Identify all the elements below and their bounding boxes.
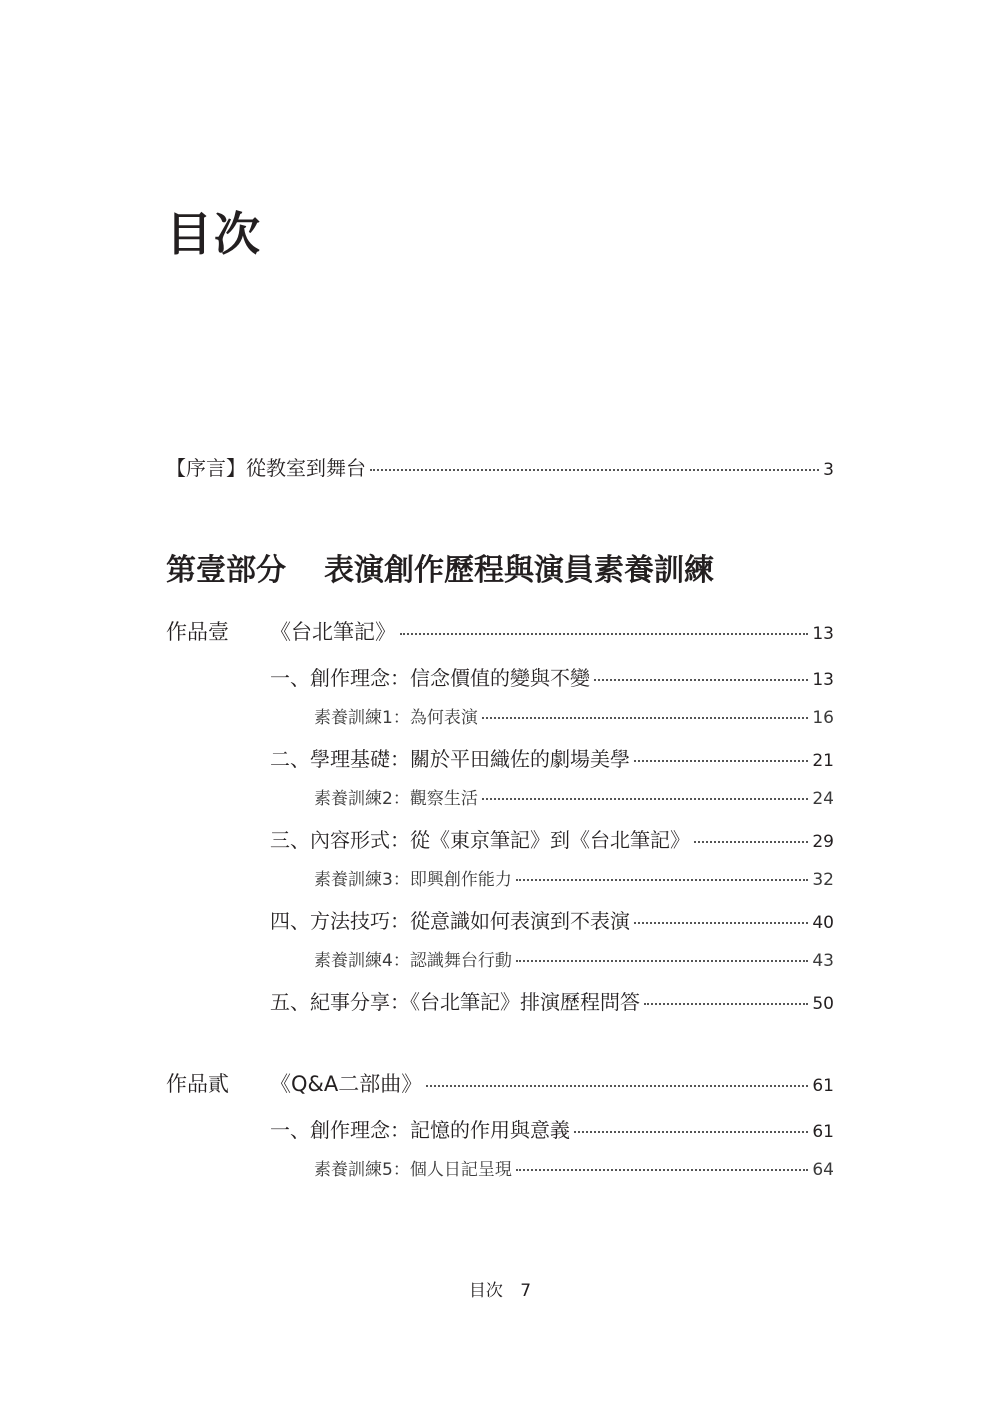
footer-label: 目次	[468, 1281, 503, 1301]
toc-entry-section[interactable]	[270, 986, 834, 1015]
page-number: 61	[812, 1122, 834, 1142]
section-title: 五、紀事分享：《台北筆記》排演歷程問答	[270, 990, 640, 1014]
training-title: 素養訓練1：為何表演	[314, 708, 478, 728]
work-label: 作品壹	[166, 620, 229, 644]
dot-leader	[482, 717, 809, 719]
dot-leader	[400, 633, 808, 635]
footer-page-number: 7	[520, 1281, 532, 1301]
toc-entry-section[interactable]	[270, 743, 834, 772]
page-number: 13	[812, 670, 834, 690]
dot-leader	[644, 1003, 808, 1005]
dot-leader	[594, 679, 808, 681]
section-title: 三、內容形式：從《東京筆記》到《台北筆記》	[270, 828, 690, 852]
page-number: 3	[823, 460, 834, 480]
part-number: 第壹部分	[166, 553, 286, 588]
toc-entry-section[interactable]	[270, 905, 834, 934]
dot-leader	[694, 841, 808, 843]
toc-entry-training[interactable]	[314, 865, 834, 890]
dot-leader	[516, 1169, 809, 1171]
dot-leader	[634, 922, 808, 924]
toc-entry-training[interactable]	[314, 703, 834, 728]
page-number: 21	[812, 751, 834, 771]
training-title: 素養訓練4：認識舞台行動	[314, 951, 512, 971]
toc-entry-section[interactable]	[270, 662, 834, 691]
page-number: 43	[812, 951, 834, 971]
training-title: 素養訓練2：觀察生活	[314, 789, 478, 809]
section-title: 二、學理基礎：關於平田織佐的劇場美學	[270, 747, 630, 771]
page-number: 61	[812, 1076, 834, 1096]
section-title: 一、創作理念：信念價值的變與不變	[270, 666, 590, 690]
page-number: 13	[812, 624, 834, 644]
section-title: 四、方法技巧：從意識如何表演到不表演	[270, 909, 630, 933]
training-title: 素養訓練5：個人日記呈現	[314, 1160, 512, 1180]
dot-leader	[634, 760, 808, 762]
work-title: 《台北筆記》	[270, 620, 396, 644]
toc-entry-training[interactable]	[314, 946, 834, 971]
work-title: 《Q&A二部曲》	[270, 1072, 423, 1096]
page-title: 目次	[166, 207, 262, 261]
page-number: 64	[812, 1160, 834, 1180]
page-number: 40	[812, 913, 834, 933]
toc-entry-section[interactable]	[270, 1114, 834, 1143]
page-number: 16	[812, 708, 834, 728]
dot-leader	[482, 798, 809, 800]
page-number: 50	[812, 994, 834, 1014]
toc-entry-work[interactable]	[270, 1068, 834, 1098]
toc-entry-section[interactable]	[270, 824, 834, 853]
dot-leader	[574, 1131, 808, 1133]
part-heading	[166, 545, 714, 589]
page-footer	[0, 1276, 1000, 1301]
toc-entry-training[interactable]	[314, 784, 834, 809]
page-number: 29	[812, 832, 834, 852]
dot-leader	[370, 469, 819, 471]
training-title: 素養訓練3：即興創作能力	[314, 870, 512, 890]
part-name: 表演創作歷程與演員素養訓練	[324, 553, 714, 588]
dot-leader	[516, 960, 809, 962]
toc-entry-preface[interactable]	[166, 452, 834, 481]
work-label: 作品貳	[166, 1072, 229, 1096]
preface-label: 【序言】從教室到舞台	[166, 456, 366, 480]
toc-entry-training[interactable]	[314, 1155, 834, 1180]
toc-entry-work[interactable]	[270, 616, 834, 646]
page-number: 32	[812, 870, 834, 890]
section-title: 一、創作理念：記憶的作用與意義	[270, 1118, 570, 1142]
dot-leader	[516, 879, 809, 881]
page-number: 24	[812, 789, 834, 809]
dot-leader	[426, 1085, 808, 1087]
